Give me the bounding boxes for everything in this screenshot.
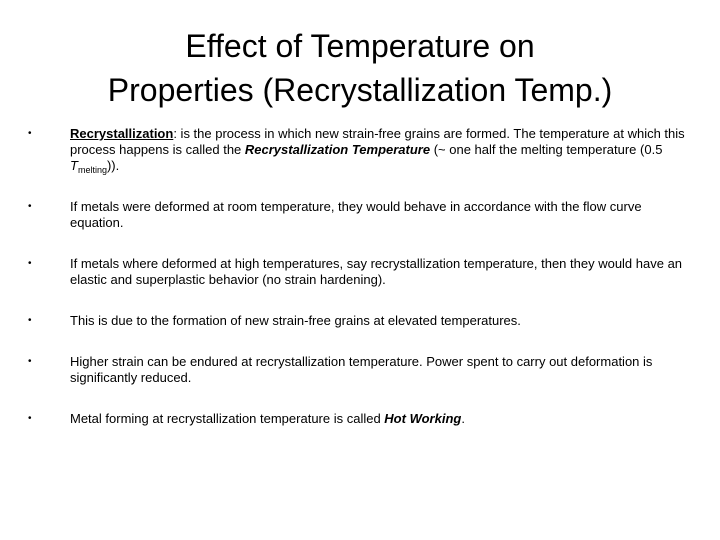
bullet-text: Recrystallization: is the process in which new strain-free grains are formed. The temperature at which this process happens is called the Recrystallization Temperature (~ one half the melting temperature (0.5 $T_{melting}$)). [70, 126, 685, 175]
bullet-text: Metal forming at recrystallization temperature is called Hot Working. [70, 411, 465, 426]
bullet-item-new-grains [28, 313, 688, 329]
bullet-item-hot-working [28, 411, 688, 427]
title-line-1: Effect of Temperature on [185, 28, 535, 64]
bullet-item-recrystallization [28, 126, 688, 178]
bullet-text: If metals where deformed at high temperatures, say recrystallization temperature, then they would have an elastic and superplastic behavior (no strain hardening). [70, 256, 683, 287]
bullet-list [28, 126, 688, 427]
slide-title [40, 24, 680, 112]
bullet-marker: • [28, 258, 32, 269]
bullet-marker: • [28, 356, 32, 367]
emphasis-hot-working: Hot Working [384, 411, 462, 426]
bullet-item-high-temperature [28, 256, 688, 288]
bullet-marker: • [28, 201, 32, 212]
emphasis-recrystallization-temperature: Recrystallization Temperature [244, 142, 431, 157]
term-recrystallization: Recrystallization [70, 126, 174, 141]
title-line-2: Properties (Recrystallization Temp.) [107, 72, 613, 108]
t-subscript: melting [77, 165, 107, 175]
bullet-item-higher-strain [28, 354, 688, 386]
bullet-marker: • [28, 315, 32, 326]
bullet-text: Higher strain can be endured at recrystallization temperature. Power spent to carry out deformation is significantly reduced. [70, 354, 653, 385]
t-symbol: T [70, 158, 78, 173]
bullet-marker: • [28, 128, 32, 139]
bullet-marker: • [28, 413, 32, 424]
bullet-item-room-temperature [28, 199, 688, 231]
bullet-text: This is due to the formation of new strain-free grains at elevated temperatures. [70, 313, 521, 328]
bullet-text: If metals were deformed at room temperature, they would behave in accordance with the flow curve equation. [70, 199, 642, 230]
